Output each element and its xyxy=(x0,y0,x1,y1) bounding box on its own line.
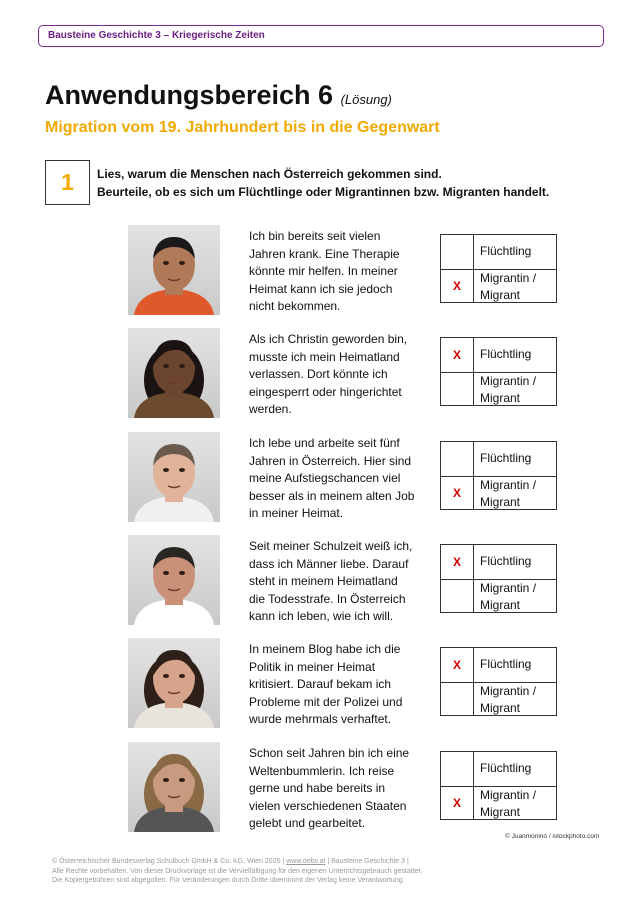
statement-line: wurde mehrmals verhaftet. xyxy=(249,712,392,726)
checkbox-refugee[interactable] xyxy=(441,752,473,786)
checkbox-refugee[interactable] xyxy=(441,235,473,269)
statement-line: Jahren krank. Eine Therapie xyxy=(249,246,400,261)
option-migrant-line: Migrant xyxy=(480,495,521,509)
option-migrant-line: Migrantin / xyxy=(480,581,537,595)
option-refugee-label: Flüchtling xyxy=(480,761,532,775)
statement-text xyxy=(249,538,429,626)
person-photo xyxy=(128,535,220,625)
checkbox-refugee[interactable]: X xyxy=(452,555,461,569)
portrait-graphic xyxy=(128,535,220,625)
page-subtitle: Migration vom 19. Jahrhundert bis in die Gegenwart xyxy=(45,119,440,136)
instruction-line-2: Beurteile, ob es sich um Flüchtlinge oder Migrantinnen bzw. Migranten handelt. xyxy=(97,185,550,199)
checkbox-refugee[interactable]: X xyxy=(452,658,461,672)
statement-line: in meiner Heimat. xyxy=(249,506,344,520)
statement-text xyxy=(249,435,429,523)
person-photo xyxy=(128,742,220,832)
option-migrant-line: Migrant xyxy=(480,391,521,405)
portrait-graphic xyxy=(128,638,220,728)
option-migrant-label xyxy=(480,683,556,717)
option-migrant-line: Migrantin / xyxy=(480,271,537,285)
statement-line: Jahren in Österreich. Hier sind xyxy=(249,453,412,468)
page-title xyxy=(45,80,392,111)
statement-line: werden. xyxy=(249,402,292,416)
portrait-graphic xyxy=(128,432,220,522)
table-divider xyxy=(473,752,474,819)
answer-table xyxy=(440,544,557,613)
exercise-row xyxy=(0,225,640,320)
task-number-box: 1 xyxy=(45,160,90,205)
checkbox-migrant[interactable] xyxy=(441,579,473,613)
exercise-row xyxy=(0,535,640,630)
option-migrant-line: Migrant xyxy=(480,288,521,302)
statement-line: besser als in meinem alten Job xyxy=(249,488,415,503)
person-photo xyxy=(128,638,220,728)
statement-text xyxy=(249,745,429,833)
header-bar xyxy=(38,25,604,47)
table-divider xyxy=(473,235,474,302)
statement-line: dass ich Männer liebe. Darauf xyxy=(249,556,409,571)
statement-line: Heimat kann ich sie jedoch xyxy=(249,281,393,296)
person-photo xyxy=(128,225,220,315)
checkbox-refugee[interactable]: X xyxy=(452,348,461,362)
checkbox-migrant[interactable]: X xyxy=(452,279,461,293)
statement-line: Probleme mit der Polizei und xyxy=(249,694,403,709)
statement-line: Schon seit Jahren bin ich eine xyxy=(249,746,410,760)
option-migrant-line: Migrant xyxy=(480,598,521,612)
option-migrant-label xyxy=(480,270,556,304)
statement-line: kann ich leben, wie ich will. xyxy=(249,609,394,623)
statement-line: könnte mir helfen. In meiner xyxy=(249,264,398,278)
statement-line: Ich lebe und arbeite seit fünf xyxy=(249,436,400,450)
statement-line: steht in meinem Heimatland xyxy=(249,574,398,588)
footer-copyright: © Österreichischer Bundesverlag Schulbuch GmbH & Co. KG, Wien 2025 | xyxy=(52,858,287,865)
option-migrant-label xyxy=(480,580,556,614)
statement-line: Als ich Christin geworden bin, xyxy=(249,332,408,346)
exercise-row xyxy=(0,638,640,733)
answer-table xyxy=(440,234,557,303)
option-migrant-line: Migrant xyxy=(480,701,521,715)
statement-text xyxy=(249,331,429,419)
option-refugee-label: Flüchtling xyxy=(480,451,532,465)
option-refugee-label: Flüchtling xyxy=(480,347,532,361)
option-migrant-label xyxy=(480,787,556,821)
checkbox-migrant[interactable] xyxy=(441,682,473,716)
option-refugee-label: Flüchtling xyxy=(480,657,532,671)
task-instruction xyxy=(97,165,549,201)
option-refugee-label: Flüchtling xyxy=(480,244,532,258)
series-title: Bausteine Geschichte 3 – Kriegerische Zeiten xyxy=(48,30,265,41)
option-migrant-line: Migrantin / xyxy=(480,788,537,802)
photo-credit: © Juanmonino / istockphoto.com xyxy=(505,833,600,840)
table-divider xyxy=(473,338,474,405)
statement-line: Ich bin bereits seit vielen xyxy=(249,229,381,243)
checkbox-refugee[interactable] xyxy=(441,442,473,476)
statement-line: verlassen. Dort könnte ich xyxy=(249,367,388,381)
answer-table xyxy=(440,441,557,510)
table-divider xyxy=(473,442,474,509)
table-divider xyxy=(473,545,474,612)
title-suffix: (Lösung) xyxy=(340,92,392,107)
answer-table xyxy=(440,751,557,820)
option-migrant-line: Migrantin / xyxy=(480,374,537,388)
portrait-graphic xyxy=(128,742,220,832)
option-migrant-label xyxy=(480,373,556,407)
footer-line-1 xyxy=(52,857,422,867)
checkbox-migrant[interactable] xyxy=(441,372,473,406)
statement-line: die Todesstrafe. In Österreich xyxy=(249,591,406,606)
option-refugee-label: Flüchtling xyxy=(480,554,532,568)
footer xyxy=(52,857,422,886)
statement-line: gerne und habe bereits in xyxy=(249,781,386,795)
statement-line: eingesperrt oder hingerichtet xyxy=(249,384,402,399)
answer-table xyxy=(440,647,557,716)
instruction-line-1: Lies, warum die Menschen nach Österreich gekommen sind. xyxy=(97,167,442,181)
portrait-graphic xyxy=(128,225,220,315)
footer-line-3: Die Kopiergebühren sind abgegolten. Für Veränderungen durch Dritte übernimmt der Verlag keine Verantwortung. xyxy=(52,877,405,884)
statement-line: kritisiert. Darauf bekam ich xyxy=(249,677,392,691)
footer-line-2: Alle Rechte vorbehalten. Von dieser Druckvorlage ist die Vervielfältigung für den eigenen Unterrichtsgebrauch gestattet. xyxy=(52,867,423,875)
option-migrant-label xyxy=(480,477,556,511)
table-divider xyxy=(473,648,474,715)
exercise-row xyxy=(0,742,640,837)
statement-line: Seit meiner Schulzeit weiß ich, xyxy=(249,539,413,553)
title-main: Anwendungsbereich 6 xyxy=(45,80,334,110)
answer-table xyxy=(440,337,557,406)
statement-line: gelebt und gearbeitet. xyxy=(249,816,366,830)
person-photo xyxy=(128,328,220,418)
checkbox-migrant[interactable]: X xyxy=(452,796,461,810)
exercise-row xyxy=(0,328,640,423)
statement-line: nicht bekommen. xyxy=(249,299,341,313)
statement-line: Weltenbummlerin. Ich reise xyxy=(249,763,395,778)
statement-line: meine Aufstiegschancen viel xyxy=(249,471,401,485)
statement-text xyxy=(249,228,429,316)
person-photo xyxy=(128,432,220,522)
publisher-link[interactable]: www.oebv.at xyxy=(286,858,326,865)
checkbox-migrant[interactable]: X xyxy=(452,486,461,500)
statement-line: Politik in meiner Heimat xyxy=(249,659,376,674)
portrait-graphic xyxy=(128,328,220,418)
footer-series: | Bausteine Geschichte 3 | xyxy=(325,858,409,865)
option-migrant-line: Migrantin / xyxy=(480,684,537,698)
exercise-row xyxy=(0,432,640,527)
statement-line: musste ich mein Heimatland xyxy=(249,349,400,364)
statement-line: In meinem Blog habe ich die xyxy=(249,642,401,656)
statement-line: vielen verschiedenen Staaten xyxy=(249,798,407,813)
option-migrant-line: Migrant xyxy=(480,805,521,819)
statement-text xyxy=(249,641,429,729)
option-migrant-line: Migrantin / xyxy=(480,478,537,492)
